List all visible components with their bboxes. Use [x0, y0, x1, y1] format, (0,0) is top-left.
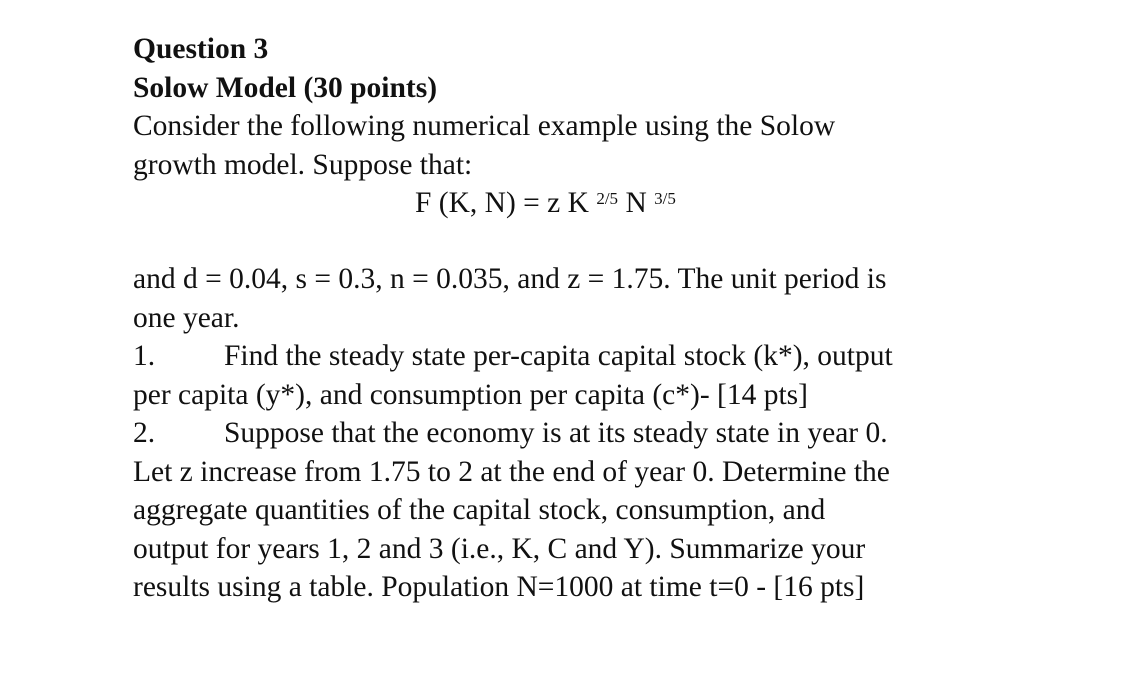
item-2-line-3: aggregate quantities of the capital stock, consumption, and: [133, 494, 826, 526]
intro-line-1: Consider the following numerical example using the Solow: [133, 110, 836, 142]
params-line-1: and d = 0.04, s = 0.3, n = 0.035, and z = 1.75. The unit period is: [133, 263, 887, 295]
formula-mid: N: [618, 187, 655, 219]
formula-exponent-n: 3/5: [654, 189, 676, 208]
spacer: [133, 222, 1013, 260]
formula-lhs: F (K, N) = z K: [415, 187, 597, 219]
production-function: [133, 184, 1013, 222]
item-1-line-2: per capita (y*), and consumption per capita (c*)- [14 pts]: [133, 378, 808, 411]
question-document: [133, 30, 1013, 607]
item-1-text: Find the steady state per-capita capital stock (k*), output: [224, 340, 893, 372]
formula-exponent-k: 2/5: [596, 189, 619, 208]
item-2-text: Suppose that the economy is at its steady state in year 0.: [224, 417, 888, 449]
question-number: Question 3: [133, 33, 269, 65]
item-1-number: 1.: [133, 340, 156, 372]
item-2-line-5: results using a table. Population N=1000 at time t=0 - [16 pts]: [133, 571, 865, 603]
item-2-line-1: [133, 414, 1013, 453]
params-line-2: one year.: [133, 301, 240, 334]
question-title: Solow Model (30 points): [133, 71, 438, 104]
item-2-line-4: output for years 1, 2 and 3 (i.e., K, C and Y). Summarize your: [133, 532, 866, 565]
item-2-number: 2.: [133, 417, 156, 449]
item-2-line-2: Let z increase from 1.75 to 2 at the end of year 0. Determine the: [133, 455, 890, 488]
item-1-line-1: [133, 337, 1013, 376]
intro-line-2: growth model. Suppose that:: [133, 148, 473, 181]
